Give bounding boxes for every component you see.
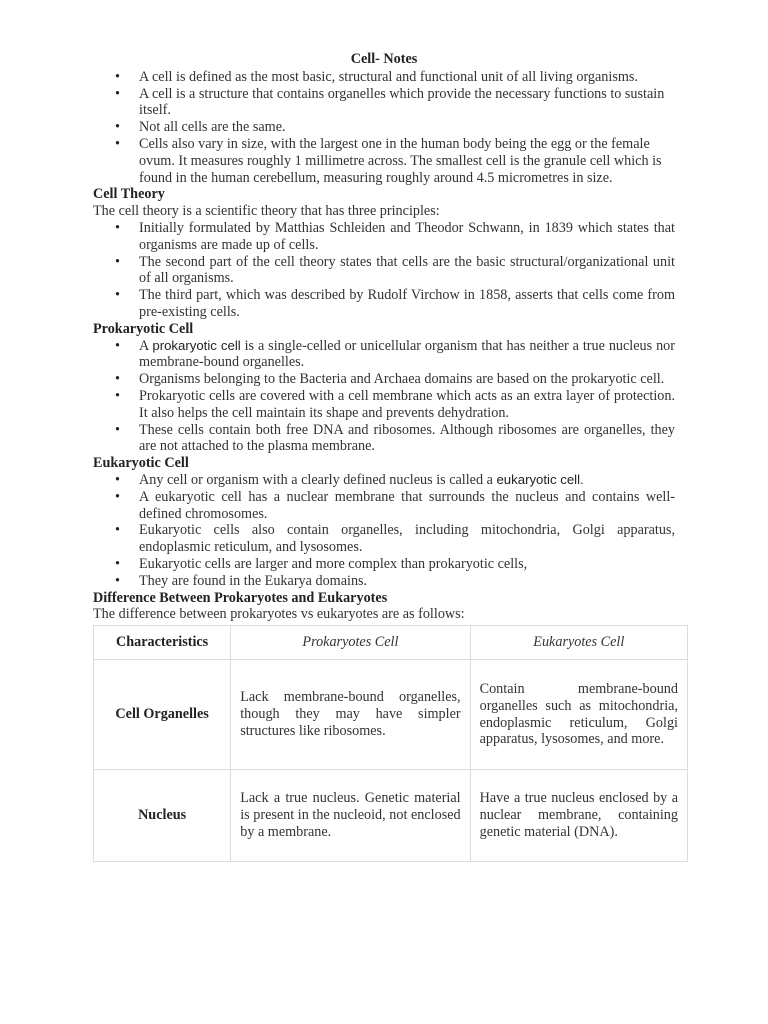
list-item-text: is a single-celled or unicellular organism that has neither a true nucleus nor membrane-bound organelles. [139,337,675,371]
eukaryotic-list [93,472,675,590]
table-header-characteristics: Characteristics [94,626,231,660]
list-item: • A eukaryotic cell has a nuclear membrane that surrounds the nucleus and contains well-defined chromosomes. [139,489,675,523]
intro-list [93,69,675,187]
table-cell-eukaryotes: Have a true nucleus enclosed by a nuclear membrane, containing genetic material (DNA). [470,770,687,862]
list-item: • These cells contain both free DNA and ribosomes. Although ribosomes are organelles, they are not attached to the plasma membrane. [139,422,675,456]
list-item: • Eukaryotic cells also contain organelles, including mitochondria, Golgi apparatus, endoplasmic reticulum, and lysosomes. [139,522,675,556]
table-row-label: Cell Organelles [94,660,231,770]
list-item [139,472,675,489]
list-item: • The third part, which was described by Rudolf Virchow in 1858, asserts that cells come from pre-existing cells. [139,287,675,321]
page-title: Cell- Notes [350,51,418,67]
prokaryotic-list [93,338,675,456]
table-row [94,660,688,770]
comparison-table [93,625,688,862]
table-row [94,770,688,862]
list-item: • The second part of the cell theory states that cells are the basic structural/organizational unit of all organisms. [139,254,675,288]
table-cell-eukaryotes: Contain membrane-bound organelles such as mitochondria, endoplasmic reticulum, Golgi apparatus, lysosomes, and more. [470,660,687,770]
list-item: • Cells also vary in size, with the largest one in the human body being the egg or the female ovum. It measures roughly 1 millimetre across. The smallest cell is the granule cell which is found in the human cerebellum, measuring roughly around 4.5 micrometres in size. [139,136,675,186]
table-row-label: Nucleus [94,770,231,862]
table-cell-prokaryotes: Lack membrane-bound organelles, though they may have simpler structures like ribosomes. [231,660,470,770]
table-header-row [94,626,688,660]
cell-theory-lead: The cell theory is a scientific theory that has three principles: [93,203,440,220]
list-item-text: Any cell or organism with a clearly defined nucleus is called a [139,471,497,488]
table-cell-prokaryotes: Lack a true nucleus. Genetic material is present in the nucleoid, not enclosed by a membrane. [231,770,470,862]
list-item-text: A [139,337,153,354]
list-item: • Initially formulated by Matthias Schleiden and Theodor Schwann, in 1839 which states that organisms are made up of cells. [139,220,675,254]
section-heading-cell-theory: Cell Theory [93,186,165,203]
eukaryotic-cell-link[interactable]: eukaryotic cell. [496,471,584,487]
document-page [93,51,678,862]
list-item: • Not all cells are the same. [139,119,675,136]
list-item: • They are found in the Eukarya domains. [139,573,675,590]
list-item: • Prokaryotic cells are covered with a cell membrane which acts as an extra layer of protection. It also helps the cell maintain its shape and prevents dehydration. [139,388,675,422]
list-item: • A cell is defined as the most basic, structural and functional unit of all living organisms. [139,69,675,86]
table-header-eukaryotes: Eukaryotes Cell [470,626,687,660]
cell-theory-list [93,220,675,321]
section-heading-eukaryotic: Eukaryotic Cell [93,455,189,472]
difference-lead: The difference between prokaryotes vs eukaryotes are as follows: [93,606,465,623]
section-heading-difference: Difference Between Prokaryotes and Eukaryotes [93,589,388,606]
list-item: • Eukaryotic cells are larger and more complex than prokaryotic cells, [139,556,675,573]
table-header-prokaryotes: Prokaryotes Cell [231,626,470,660]
section-heading-prokaryotic: Prokaryotic Cell [93,320,194,337]
list-item [139,338,675,372]
list-item: • Organisms belonging to the Bacteria and Archaea domains are based on the prokaryotic cell. [139,371,675,388]
list-item: • A cell is a structure that contains organelles which provide the necessary functions to sustain itself. [139,86,675,120]
prokaryotic-cell-link[interactable]: prokaryotic cell [152,337,241,353]
